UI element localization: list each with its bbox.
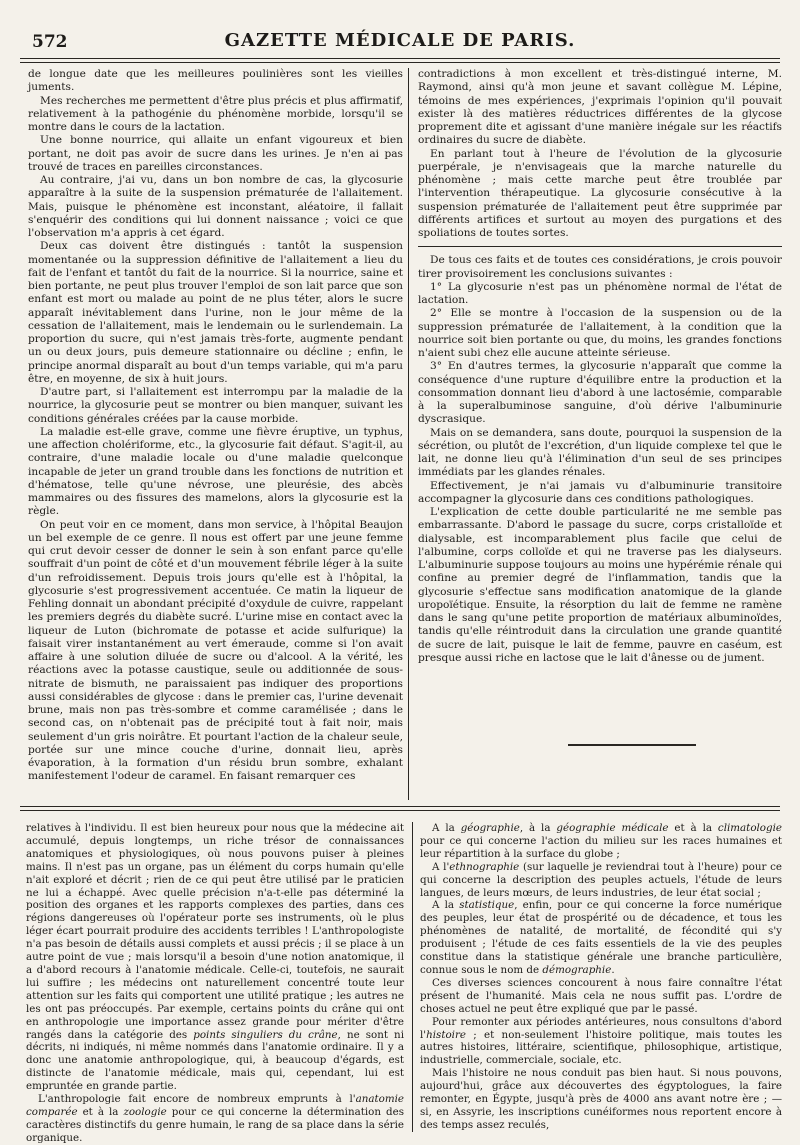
paragraph (26, 822, 404, 1093)
paragraph (420, 861, 782, 900)
italic-term: zoologie (123, 1105, 167, 1118)
journal-title: GAZETTE MÉDICALE DE PARIS. (224, 30, 576, 51)
article-section (20, 68, 780, 800)
paragraph: En parlant tout à l'heure de l'évolution de la glycosurie puerpérale, je n'envisageais que la marche naturelle du phénomène ; mais cette marche peut être troublée par l'intervention thérapeutique. La glycosurie consécutive à la suspension prématurée de l'allaitement peut être supprimée par différents artifices et surtout au moyen des purgations et des spoliations de toutes sortes. (418, 147, 782, 239)
text-run: (sur laquelle je reviendrai tout à l'heure) pour ce qui concerne la description des peuples actuels, l'étude de leurs langues, de leurs mœurs, de leurs industries, de leur état social ; (420, 860, 782, 899)
text-run: Pour remonter aux périodes antérieures, nous consultons d'abord l' (420, 1015, 782, 1041)
text-run: , à la (519, 822, 557, 834)
text-run: , enfin, pour ce qui concerne la force numérique des peuples, leur état de prospérité ou de décadence, et tous les phénomènes de natalité, de mortalité, de fécondité qui s'y produisent ; l'étude de ces faits essentiels de la vie des peuples constitue dans la statistique générale une branche particulière, connue sous le nom de (420, 899, 782, 976)
paragraph: De tous ces faits et de toutes ces considérations, je crois pouvoir tirer provisoirement les conclusions suivantes : (418, 254, 782, 280)
feuilleton-column-right (420, 822, 782, 1131)
paragraph: On peut voir en ce moment, dans mon service, à l'hôpital Beaujon un bel exemple de ce genre. Il nous est offert par une jeune femme qui crut devoir cesser de donner le sein à son enfant parce qu'elle souffrait d'un point de côté et d'un mouvement fébrile léger à la suite d'un refroidissement. Depuis trois jours qu'elle est à l'hôpital, la glycosurie s'est progressivement accentuée. Ce matin la liqueur de Fehling donnait un abondant précipité d'oxydule de cuivre, rappelant les premiers degrés du diabète sucré. L'urine mise en contact avec la liqueur de Luton (bichromate de potasse et acide sulfurique) la faisait virer instantanément au vert émeraude, comme si l'on avait affaire à une solution diluée de sucre ou d'alcool. A la vérité, les réactions avec la potasse caustique, seule ou additionnée de sous-nitrate de bismuth, ne paraissaient pas indiquer des proportions aussi considérables de glycose : dans le premier cas, l'urine devenait brune, mais non pas très-sombre et comme caramélisée ; dans le second cas, on n'obtenait pas de précipité tout à fait noir, mais seulement d'un gris noirâtre. Et pourtant l'action de la chaleur seule, portée sur une mince couche d'urine, donnait lieu, après évaporation, à la formation d'un résidu brun sombre, exhalant manifestement l'odeur de caramel. En faisant remarquer ces (28, 518, 403, 783)
text-run: pour ce qui concerne la détermination des caractères distinctifs du genre humain, le rang de sa place dans la série organique. (26, 1105, 404, 1144)
italic-term: ethnographie (449, 860, 520, 873)
paragraph (420, 1016, 782, 1068)
paragraph: Mes recherches me permettent d'être plus précis et plus affirmatif, relativement à la pathogénie du phénomène morbide, lorsqu'il se montre dans le cours de la lactation. (28, 94, 403, 133)
italic-term: géographie (460, 822, 520, 834)
italic-term: statistique (459, 899, 515, 912)
conclusion-item: 3° En d'autres termes, la glycosurie n'apparaît que comme la conséquence d'une rupture d'équilibre entre la production et la consommation donnant lieu d'abord à une lactosémie, comparable à la superalbuminose sanguine, d'où dérive l'albuminurie dyscrasique. (418, 360, 782, 426)
conclusion-item: 1° La glycosurie n'est pas un phénomène normal de l'état de lactation. (418, 280, 782, 306)
text-run: , ne sont ni décrits, ni indiqués, ni même nommés dans l'anatomie ordinaire. Il y a donc une anatomie anthropologique, qui, à beaucoup d'égards, est distincte de l'anatomie médicale, mais qui, cependant, lui est empruntée en grande partie. (26, 1028, 404, 1093)
text-run: A la (432, 822, 461, 834)
italic-term: géographie médicale (556, 822, 669, 834)
italic-term: points singuliers du crâne (193, 1028, 338, 1041)
paragraph (420, 899, 782, 976)
text-run: relatives à l'individu. Il est bien heureux pour nous que la médecine ait accumulé, depuis longtemps, un riche trésor de connaissances anatomiques et physiologiques, où nous pouvons puiser à pleines mains. Il n'est pas un organe, pas un élément du corps humain qu'elle n'ait exploré et décrit ; rien de ce qui peut être utilisé par le praticien ne lui a échappé. Avec quelle précision n'a-t-elle pas déterminé la position des organes et les rapports complexes des parties, dans ces régions dangereuses où l'opérateur porte ses instruments, où le plus léger écart pourrait produire des accidents terribles ! L'anthropologiste n'a pas besoin de détails aussi complets et aussi précis ; il se place à un autre point de vue ; mais lorsqu'il a besoin d'une notion anatomique, il a d'abord recours à l'anatomie médicale. Celle-ci, toutefois, ne saurait lui suffire ; les médecins ont naturellement concentré toute leur attention sur les faits qui comportent une utilité pratique ; les autres ne les ont pas préoccupés. Par exemple, certains points du crâne qui ont en anthropologie une importance assez grande pour mériter d'être rangés dans la catégorie des (26, 822, 404, 1041)
article-column-left (28, 68, 403, 798)
paragraph (26, 1093, 404, 1145)
paragraph: D'autre part, si l'allaitement est interrompu par la maladie de la nourrice, la glycosurie peut se montrer ou bien manquer, suivant les conditions générales créées par la cause morbide. (28, 386, 403, 425)
article-end-rule (568, 744, 696, 746)
text-run: . (611, 963, 615, 976)
feuilleton-rule-inner (20, 810, 780, 811)
column-divider (408, 68, 409, 800)
italic-term: climatologie (717, 822, 782, 834)
italic-term: histoire (426, 1028, 466, 1041)
article-column-right (418, 68, 782, 738)
paragraph: Effectivement, je n'ai jamais vu d'albuminurie transitoire accompagner la glycosurie dans ces conditions pathologiques. (418, 479, 782, 505)
text-run: L'anthropologie fait encore de nombreux emprunts à l' (38, 1093, 356, 1106)
section-rule (418, 246, 782, 247)
paragraph: Mais on se demandera, sans doute, pourquoi la suspension de la sécrétion, ou plutôt de l'excrétion, d'un liquide complexe tel que le lait, ne donne lieu qu'à l'élimination d'un seul de ses principes immédiats par les glandes rénales. (418, 426, 782, 479)
text-run: A l' (432, 860, 450, 873)
header-rule (20, 58, 780, 59)
paragraph: Deux cas doivent être distingués : tantôt la suspension momentanée ou la suppression définitive de l'allaitement a lieu du fait de l'enfant et tantôt du fait de la nourrice. Si la nourrice, saine et bien portante, ne peut plus trouver l'emploi de son lait parce que son enfant est mort ou malade au point de ne plus téter, alors le sucre apparaît inévitablement dans l'urine, non le jour même de la cessation de l'allaitement, mais le lendemain ou le surlendemain. La proportion du sucre, qui n'est jamais très-forte, augmente pendant un ou deux jours, puis demeure stationnaire ou décline ; enfin, le principe anormal disparaît au bout d'un temps variable, qui m'a paru être, en moyenne, de six à huit jours. (28, 240, 403, 385)
italic-term: anatomie comparée (26, 1093, 404, 1118)
text-run: ; et non-seulement l'histoire politique, mais toutes les autres histoires, littéraire, scientifique, philosophique, artistique, industrielle, commerciale, sociale, etc. (420, 1028, 782, 1067)
text-run: et à la (77, 1105, 124, 1118)
paragraph: Ces diverses sciences concourent à nous faire connaître l'état présent de l'humanité. Mais cela ne nous suffit pas. L'ordre de choses actuel ne peut être expliqué que par le passé. (420, 976, 782, 1015)
paragraph: de longue date que les meilleures poulinières sont les vieilles juments. (28, 68, 403, 94)
paragraph (420, 822, 782, 861)
page-number: 572 (32, 32, 68, 52)
page-header (18, 30, 782, 52)
text-run: et à la (668, 822, 718, 834)
italic-term: démographie (542, 963, 612, 976)
header-rule-inner (20, 62, 780, 63)
paragraph: Mais l'histoire ne nous conduit pas bien haut. Si nous pouvons, aujourd'hui, grâce aux découvertes des égyptologues, la faire remonter, en Égypte, jusqu'à près de 4000 ans avant notre ère ; — si, en Assyrie, les inscriptions cunéiformes nous reportent encore à des temps assez reculés, (420, 1067, 782, 1131)
text-run: A la (432, 899, 460, 912)
feuilleton-section (20, 822, 782, 1144)
feuilleton-rule (20, 806, 780, 807)
conclusion-item: 2° Elle se montre à l'occasion de la suspension ou de la suppression prématurée de l'allaitement, à la condition que la nourrice soit bien portante ou que, du moins, les grandes fonctions n'aient subi chez elle aucune atteinte sérieuse. (418, 307, 782, 359)
feuilleton-column-left (26, 822, 404, 1144)
paragraph: Au contraire, j'ai vu, dans un bon nombre de cas, la glycosurie apparaître à la suite de la suspension prématurée de l'allaitement. Mais, puisque le phénomène est inconstant, aléatoire, il fallait s'enquérir des conditions qui lui donnent naissance ; voici ce que l'observation m'a appris à cet égard. (28, 174, 403, 239)
paragraph: La maladie est-elle grave, comme une fièvre éruptive, un typhus, une affection cholériforme, etc., la glycosurie fait défaut. S'agit-il, au contraire, d'une maladie locale ou d'une maladie quelconque incapable de jeter un grand trouble dans les fonctions de nutrition et d'hématose, telle qu'une névrose, une pleurésie, des abcès mammaires ou des fissures des mamelons, alors la glycosurie est la règle. (28, 425, 403, 518)
paragraph: contradictions à mon excellent et très-distingué interne, M. Raymond, ainsi qu'à mon jeune et savant collègue M. Lépine, témoins de mes expériences, j'exprimais l'opinion qu'il pouvait exister là des matières réductrices différentes de la glycose proprement dite et agissant d'une manière inégale sur les réactifs ordinaires du sucre de diabète. (418, 68, 782, 147)
column-divider (412, 822, 413, 1132)
paragraph: L'explication de cette double particularité ne me semble pas embarrassante. D'abord le passage du sucre, corps cristalloïde et dialysable, est incomparablement plus facile que celui de l'albumine, corps colloïde et qui ne traverse pas les dialyseurs. L'albuminurie suppose toujours au moins une hypérémie rénale qui confine au premier degré de l'inflammation, tandis que la glycosurie s'effectue sans modification anatomique de la glande uropoïétique. Ensuite, la résorption du lait de femme ne ramène dans le sang qu'une petite proportion de matériaux albuminoïdes, tandis qu'elle réintroduit dans la circulation une grande quantité de sucre de lait, puisque le lait de femme, pauvre en caséum, est presque aussi riche en lactose que le lait d'ânesse ou de jument. (418, 506, 782, 664)
paragraph: Une bonne nourrice, qui allaite un enfant vigoureux et bien portant, ne doit pas avoir de sucre dans les urines. Je n'en ai pas trouvé de traces en pareilles circonstances. (28, 134, 403, 173)
text-run: pour ce qui concerne l'action du milieu sur les races humaines et leur répartition à la surface du globe ; (420, 834, 782, 860)
